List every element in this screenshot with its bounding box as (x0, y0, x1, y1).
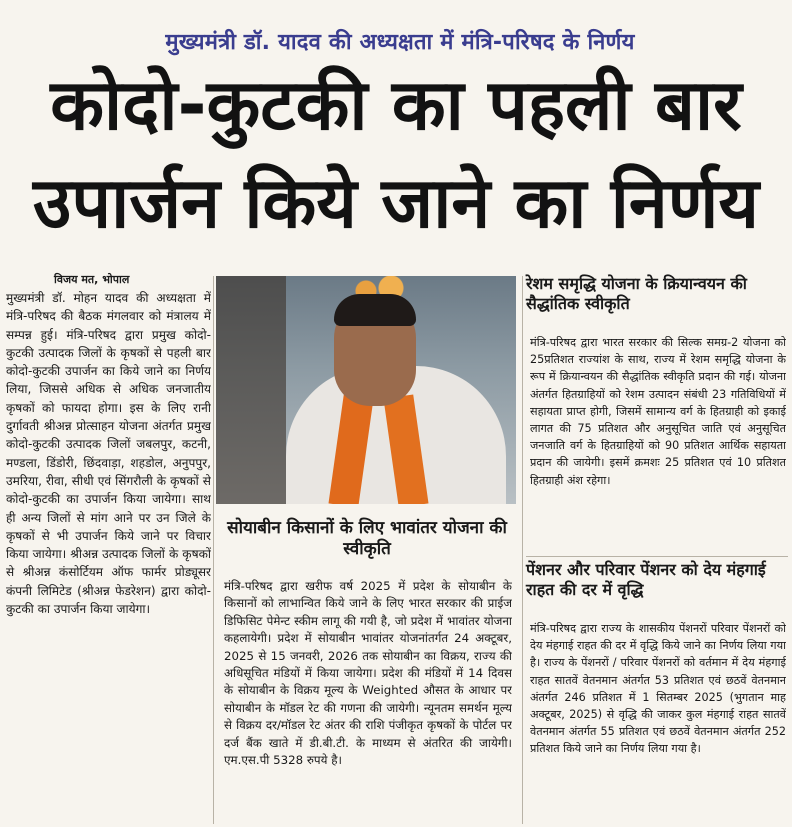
main-headline-line-2: उपार्जन किये जाने का निर्णय (32, 162, 759, 244)
main-headline-line-1: कोदो-कुटकी का पहली बार (50, 64, 742, 146)
right-story-2-body: मंत्रि-परिषद द्वारा राज्य के शासकीय पेंशनरों परिवार पेंशनरों को देय मंहगाई राहत की दर में वृद्धि किये जाने का निर्णय लिया गया है। राज्य के पेंशनरों / परिवार पेंशनरों को वर्तमान में देय मंहगाई राहत सातवें वेतनमान अंतर्गत 53 प्रतिशत एवं छठवें वेतनमान अंतर्गत 246 प्रतिशत में 1 सितम्बर 2025 (भुगतान माह अक्टूबर, 2025) से वृद्धि की जाकर कुल मंहगाई राहत सातवें वेतनमान अंतर्गत 55 प्रतिशत एवं छठवें वेतनमान अंतर्गत 252 प्रतिशत किये जाने का निर्णय लिया गया है। (530, 622, 786, 756)
right-story-1-heading: रेशम समृद्धि योजना के क्रियान्वयन की सैद्धांतिक स्वीकृति (526, 274, 747, 313)
column-divider-right (522, 276, 523, 824)
right-column-story-2 (530, 620, 786, 824)
right-story-divider (526, 556, 788, 557)
right-column-story-1 (530, 334, 786, 554)
left-story-body: मुख्यमंत्री डॉ. मोहन यादव की अध्यक्षता में मंत्रि-परिषद की बैठक मंगलवार को मंत्रालय में सम्पन्न हुई। मंत्रि-परिषद द्वारा प्रमुख कोदो-कुटकी उत्पादक जिलों के कृषकों से पहली बार कोदो-कुटकी उपार्जन का किये जाने का निर्णय लिया, जिससे अधिक से अधिक जनजातीय कृषकों को फायदा होगा। इस के लिए रानी दुर्गावती श्रीअन्न प्रोत्साहन योजना अंतर्गत प्रमुख कोदो-कुटकी उत्पादक जिलों जबलपुर, कटनी, मण्डला, डिंडोरी, छिंदवाड़ा, शहडोल, अनुपपुर, उमरिया, रीवा, सीधी एवं सिंगरौली के कृषकों से कोदो-कुटकी का उपार्जन किया जायेगा। साथ ही अन्य जिलों से मांग आने पर उन जिले के कृषकों से भी उपार्जन किये जाने पर विचार किया जायेगा। श्रीअन्न उत्पादक जिलों के कृषकों से श्रीअन्न कंसोर्टियम ऑफ फार्मर प्रोड्यूसर कंपनी लिमिटेड (श्रीअन्न फेडरेशन) द्वारा कोदो-कुटकी का उपार्जन किया जायेगा। (6, 291, 211, 617)
kicker-headline: मुख्यमंत्री डॉ. यादव की अध्यक्षता में मंत्रि-परिषद के निर्णय (165, 30, 635, 55)
minister-photo (216, 276, 516, 504)
middle-column-story (224, 578, 512, 824)
right-story-1-body: मंत्रि-परिषद द्वारा भारत सरकार की सिल्क समग्र-2 योजना को 25प्रतिशत राज्यांश के साथ, राज्य में रेशम समृद्धि योजना के रूप में क्रियान्वयन की सैद्धांतिक स्वीकृति प्रदान की गई। योजना अंतर्गत हितग्राहियों को रेशम उत्पादन संबंधी 23 गतिविधियों में सहायता प्राप्त होगी, जिसमें सामान्य वर्ग के हितग्राही को इकाई लागत की 75 प्रतिशत और अनुसूचित जाति एवं अनुसूचित जनजाति वर्ग के हितग्राहियों को 90 प्रतिशत आर्थिक सहायता प्रदान की जायेगी। इसमें क्रमशः 25 प्रतिशत एवं 10 प्रतिशत हितग्राही अंश रहेगा। (530, 336, 786, 487)
right-story-2-heading: पेंशनर और परिवार पेंशनर को देय मंहगाई राहत की दर में वृद्धि (526, 560, 766, 599)
middle-story-heading: सोयाबीन किसानों के लिए भावांतर योजना की स्वीकृति (227, 518, 507, 560)
column-divider-left (213, 276, 214, 824)
left-column-story (6, 272, 211, 824)
byline: विजय मत, भोपाल (54, 273, 130, 286)
middle-story-body: मंत्रि-परिषद द्वारा खरीफ वर्ष 2025 में प्रदेश के सोयाबीन के किसानों को लाभान्वित किये जाने के लिए भारत सरकार की प्राईज डिफिसिट पेमेन्ट स्कीम लागू की गयी है, जो प्रदेश में भावांतर योजना कहलायेगी। प्रदेश में सोयाबीन भावांतर योजनांतर्गत 24 अक्टूबर, 2025 से 15 जनवरी, 2026 तक सोयाबीन का विक्रय, राज्य की अधिसूचित मंडियों में किया जायेगा। प्रदेश की मंडियों में 14 दिवस के सोयाबीन के विक्रय मूल्य के Weighted औसत के आधार पर सोयाबीन के मॉडल रेट की गणना की जायेगी। न्यूनतम समर्थन मूल्य से विक्रय दर/मॉडल रेट अंतर की राशि पंजीकृत कृषकों के पोर्टल पर दर्ज बैंक खाते में डी.बी.टी. के माध्यम से अंतरित की जायेगी। एम.एस.पी 5328 रुपये है। (224, 579, 512, 768)
